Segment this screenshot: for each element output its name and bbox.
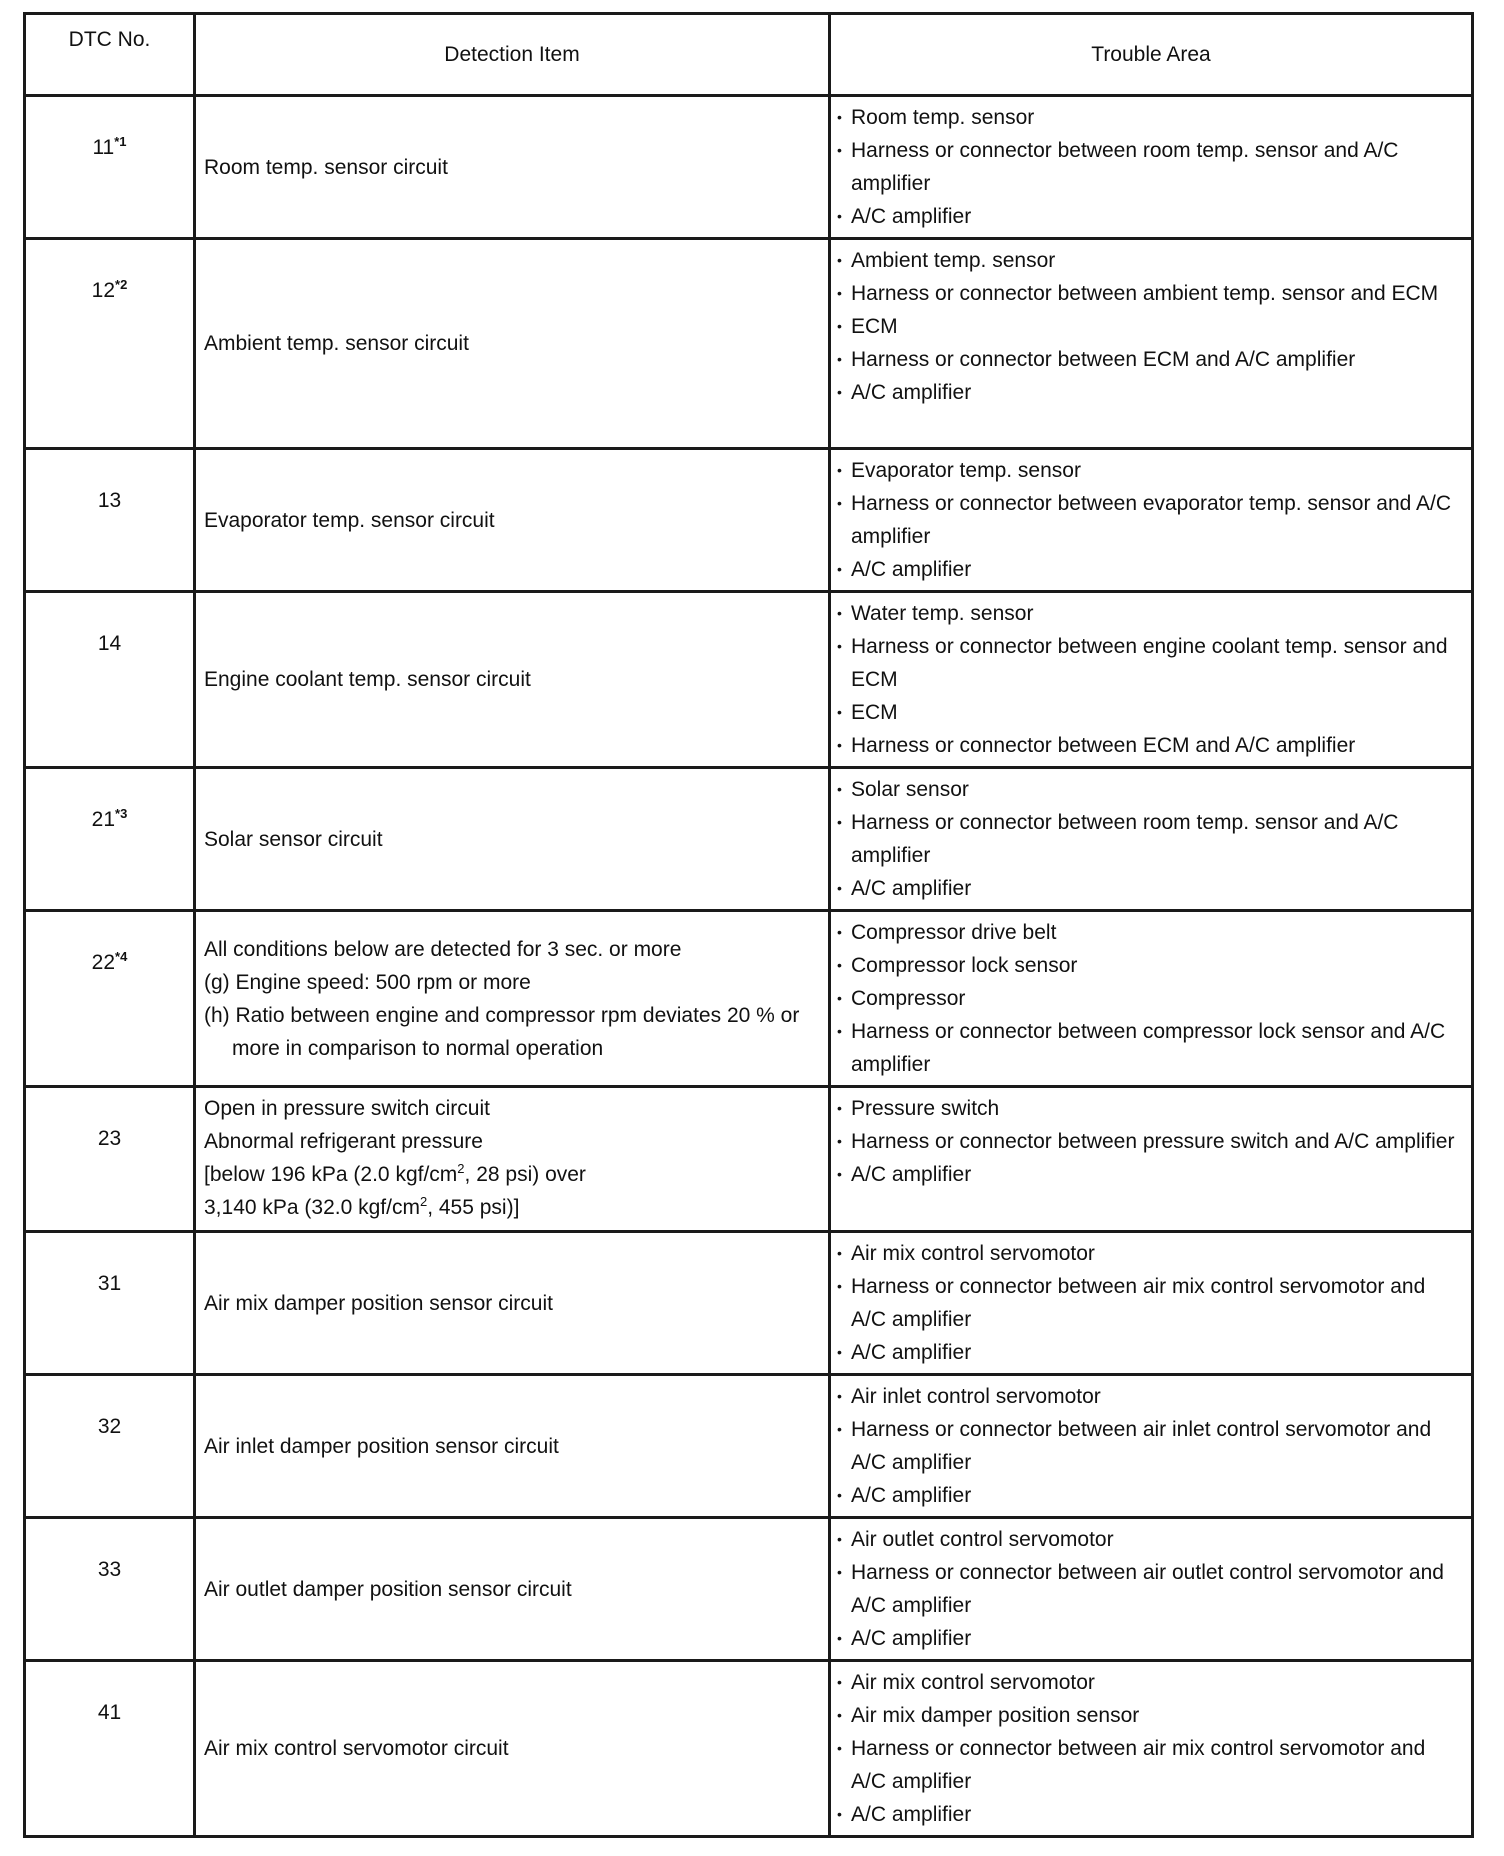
trouble-cell — [830, 1375, 1473, 1518]
list-item: • Harness or connector between compressor lock sensor and A/C amplifier — [837, 1020, 1446, 1076]
detection-text: Air mix control servomotor circuit — [204, 1737, 509, 1760]
dtc-footnote: *2 — [115, 277, 128, 292]
detection-cell — [195, 449, 830, 592]
detection-cell — [195, 96, 830, 239]
dtc-cell — [25, 1661, 195, 1837]
trouble-cell — [830, 449, 1473, 592]
list-item: • ECM — [837, 315, 898, 338]
list-item: • Solar sensor — [837, 778, 969, 801]
dtc-cell — [25, 768, 195, 911]
list-item: • A/C amplifier — [837, 205, 972, 228]
pressure-range-line: [below 196 kPa (2.0 kgf/$cm^2$, 28 psi) over — [204, 1161, 586, 1186]
table-row — [25, 768, 1473, 911]
trouble-cell — [830, 1661, 1473, 1837]
list-item: • Compressor lock sensor — [837, 954, 1078, 977]
pressure-range-line: 3,140 kPa (32.0 kgf/$cm^2$, 455 psi)] — [204, 1194, 520, 1219]
dtc-cell — [25, 1375, 195, 1518]
list-item: • A/C amplifier — [837, 381, 972, 404]
list-item: • A/C amplifier — [837, 1803, 972, 1826]
dtc-document — [23, 12, 1471, 1838]
list-item: • Air mix control servomotor — [837, 1671, 1095, 1694]
list-item: • A/C amplifier — [837, 1341, 972, 1364]
list-item: • Harness or connector between room temp. sensor and A/C amplifier — [837, 811, 1399, 867]
list-item: • Harness or connector between pressure switch and A/C amplifier — [837, 1130, 1455, 1153]
detection-cell — [195, 1518, 830, 1661]
table-row — [25, 1661, 1473, 1837]
detection-condition: (g) Engine speed: 500 rpm or more — [204, 970, 531, 994]
table-header-row — [25, 14, 1473, 96]
header-detection-item: Detection Item — [195, 14, 830, 96]
dtc-cell — [25, 1518, 195, 1661]
table-row — [25, 911, 1473, 1087]
detection-cell — [195, 592, 830, 768]
dtc-number: 13 — [97, 489, 122, 512]
list-item: • Harness or connector between evaporator temp. sensor and A/C amplifier — [837, 492, 1451, 548]
detection-text: Evaporator temp. sensor circuit — [204, 508, 495, 532]
dtc-number: 14 — [97, 632, 122, 655]
detection-cell — [195, 1087, 830, 1232]
table-row — [25, 1375, 1473, 1518]
detection-text: Air mix damper position sensor circuit — [204, 1291, 553, 1315]
dtc-number: 41 — [97, 1701, 122, 1724]
list-item: • Compressor — [837, 987, 966, 1010]
detection-text: Air outlet damper position sensor circuit — [204, 1577, 572, 1601]
dtc-cell — [25, 96, 195, 239]
table-row — [25, 96, 1473, 239]
dtc-number: 12 — [91, 279, 116, 302]
detection-cell — [195, 911, 830, 1087]
table-row — [25, 1518, 1473, 1661]
table-row — [25, 239, 1473, 449]
detection-text: Ambient temp. sensor circuit — [204, 332, 469, 355]
list-item: • Harness or connector between air mix control servomotor and A/C amplifier — [837, 1275, 1426, 1331]
dtc-footnote: *3 — [115, 806, 128, 821]
detection-condition: (h) Ratio between engine and compressor rpm deviates 20 % or more in comparison to normal operation — [204, 1003, 800, 1060]
detection-cell — [195, 1232, 830, 1375]
detection-text: Solar sensor circuit — [204, 827, 383, 851]
dtc-cell — [25, 911, 195, 1087]
list-item: • Harness or connector between air mix control servomotor and A/C amplifier — [837, 1737, 1426, 1793]
trouble-cell — [830, 239, 1473, 449]
dtc-number: 33 — [97, 1558, 122, 1581]
detection-cell — [195, 1661, 830, 1837]
dtc-number: 23 — [97, 1127, 122, 1150]
table-row — [25, 1087, 1473, 1232]
trouble-cell — [830, 1087, 1473, 1232]
table-row — [25, 1232, 1473, 1375]
detection-cell — [195, 768, 830, 911]
list-item: • Pressure switch — [837, 1097, 1000, 1120]
trouble-cell — [830, 768, 1473, 911]
list-item: • Air mix damper position sensor — [837, 1704, 1140, 1727]
trouble-cell — [830, 592, 1473, 768]
detection-text: Engine coolant temp. sensor circuit — [204, 668, 531, 691]
list-item: • A/C amplifier — [837, 558, 972, 581]
detection-cell — [195, 1375, 830, 1518]
dtc-table — [23, 12, 1474, 1838]
trouble-cell — [830, 96, 1473, 239]
list-item: • A/C amplifier — [837, 1484, 972, 1507]
list-item: • Air mix control servomotor — [837, 1242, 1095, 1265]
dtc-cell — [25, 239, 195, 449]
detection-text: Open in pressure switch circuit — [204, 1097, 490, 1120]
trouble-cell — [830, 911, 1473, 1087]
list-item: • Ambient temp. sensor — [837, 249, 1056, 272]
list-item: • Room temp. sensor — [837, 106, 1035, 129]
list-item: • Harness or connector between ECM and A/C amplifier — [837, 348, 1356, 371]
detection-cell — [195, 239, 830, 449]
dtc-cell — [25, 449, 195, 592]
trouble-cell — [830, 1518, 1473, 1661]
dtc-footnote: *1 — [114, 134, 127, 149]
detection-text: Abnormal refrigerant pressure — [204, 1130, 483, 1153]
detection-text: All conditions below are detected for 3 sec. or more — [204, 937, 682, 961]
dtc-footnote: *4 — [115, 949, 128, 964]
dtc-number: 11 — [92, 136, 115, 159]
list-item: • A/C amplifier — [837, 877, 972, 900]
header-trouble-area: Trouble Area — [830, 14, 1473, 96]
dtc-cell — [25, 1232, 195, 1375]
table-row — [25, 592, 1473, 768]
list-item: • A/C amplifier — [837, 1627, 972, 1650]
list-item: • Evaporator temp. sensor — [837, 459, 1081, 482]
list-item: • Harness or connector between air outlet control servomotor and A/C amplifier — [837, 1561, 1444, 1617]
detection-text: Air inlet damper position sensor circuit — [204, 1434, 559, 1458]
detection-text: Room temp. sensor circuit — [204, 155, 448, 179]
dtc-number: 32 — [97, 1415, 122, 1438]
dtc-number: 21 — [91, 808, 116, 831]
list-item: • Harness or connector between engine coolant temp. sensor and ECM — [837, 635, 1448, 691]
table-row — [25, 449, 1473, 592]
dtc-number: 22 — [91, 951, 116, 974]
trouble-cell — [830, 1232, 1473, 1375]
list-item: • Harness or connector between room temp. sensor and A/C amplifier — [837, 139, 1399, 195]
header-dtc-no: DTC No. — [25, 14, 195, 96]
dtc-cell — [25, 592, 195, 768]
dtc-number: 31 — [97, 1272, 122, 1295]
list-item: • Harness or connector between ambient temp. sensor and ECM — [837, 282, 1439, 305]
list-item: • ECM — [837, 701, 898, 724]
list-item: • Compressor drive belt — [837, 921, 1057, 944]
list-item: • Air inlet control servomotor — [837, 1385, 1101, 1408]
list-item: • Air outlet control servomotor — [837, 1528, 1114, 1551]
list-item: • Harness or connector between ECM and A/C amplifier — [837, 734, 1356, 757]
dtc-cell — [25, 1087, 195, 1232]
list-item: • Harness or connector between air inlet control servomotor and A/C amplifier — [837, 1418, 1432, 1474]
list-item: • A/C amplifier — [837, 1163, 972, 1186]
list-item: • Water temp. sensor — [837, 602, 1034, 625]
